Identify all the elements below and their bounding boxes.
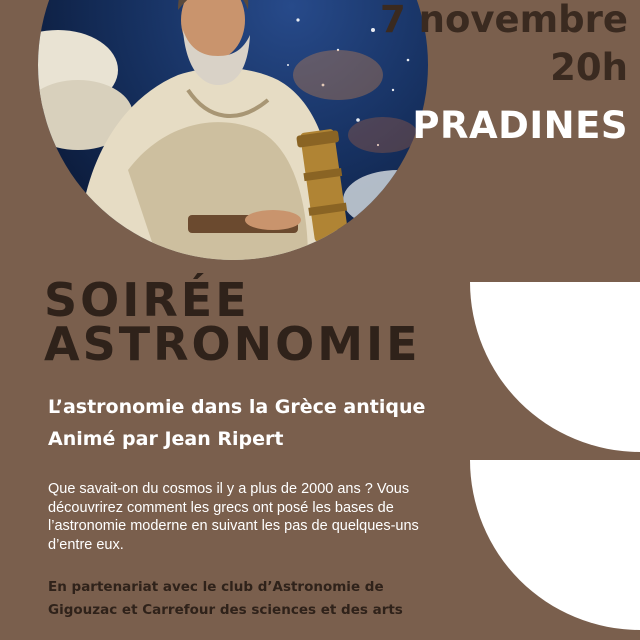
- partners-line-2: Gigouzac et Carrefour des sciences et des arts: [48, 602, 403, 618]
- event-date: 7 novembre: [380, 0, 628, 41]
- greek-astronomer-illustration: [38, 0, 428, 260]
- event-title: [44, 273, 421, 371]
- talk-presenter: Animé par Jean Ripert: [48, 428, 284, 450]
- partners-note: [48, 576, 468, 622]
- talk-topic: L’astronomie dans la Grèce antique: [48, 396, 426, 418]
- event-time: 20h: [550, 46, 628, 89]
- title-line-2: ASTRONOMIE: [44, 317, 421, 371]
- title-line-1: SOIRÉE: [44, 273, 250, 327]
- partners-line-1: En partenariat avec le club d’Astronomie de: [48, 579, 384, 595]
- decorative-half-circle-top: [470, 112, 640, 452]
- event-place: PRADINES: [412, 104, 628, 147]
- event-description: Que savait-on du cosmos il y a plus de 2000 ans ? Vous découvrirez comment les grecs ont posé les bases de l’astronomie moderne en suivant les pas de quelques-uns d’entre eux.: [48, 481, 419, 553]
